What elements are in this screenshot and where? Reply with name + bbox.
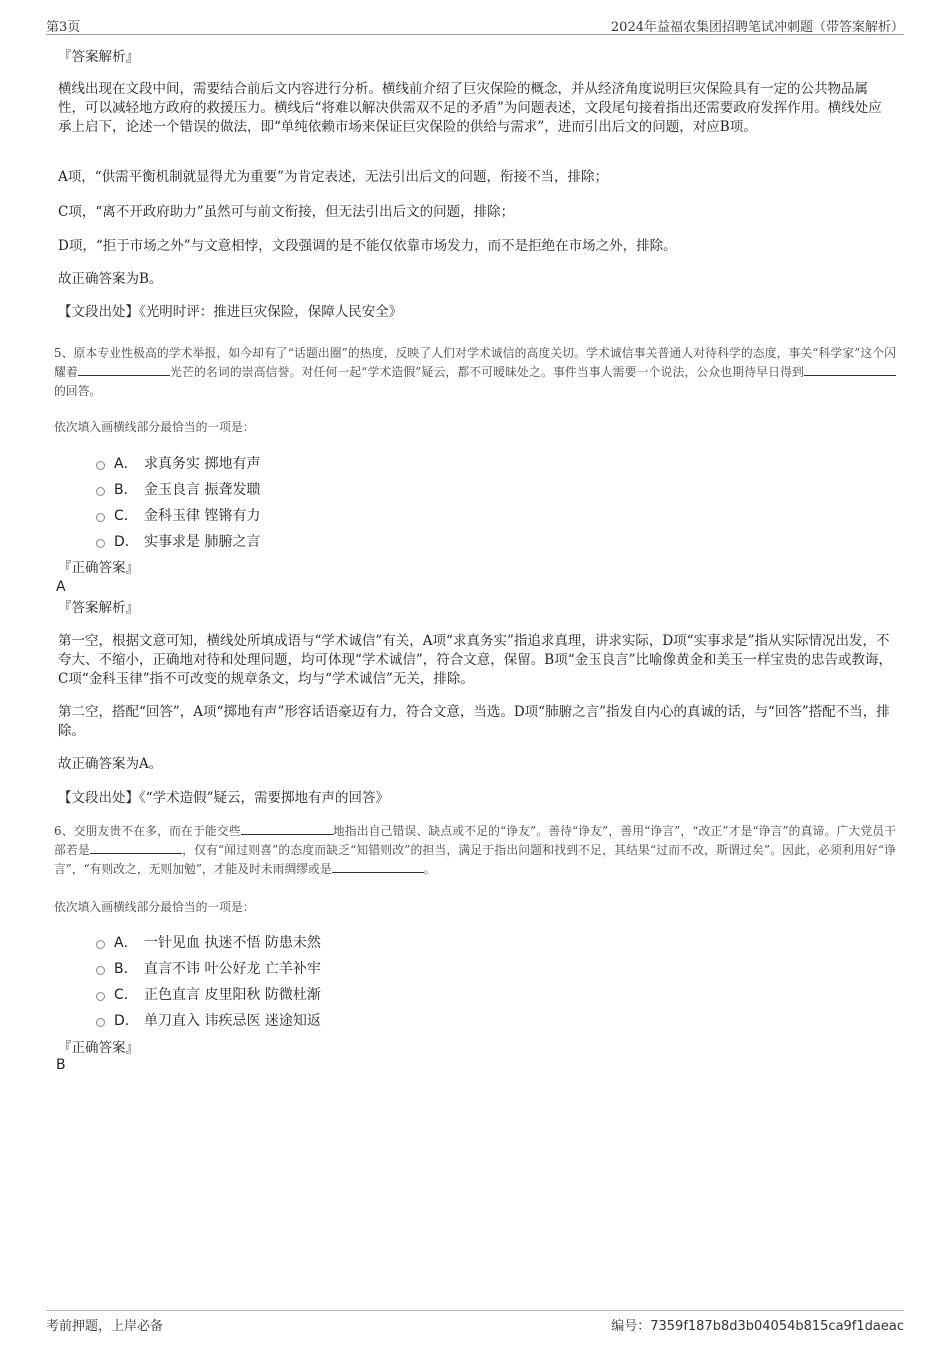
option-text: 金玉良言 振聋发聩	[144, 482, 261, 498]
option-d[interactable]	[96, 1007, 321, 1033]
stem-text: 。	[423, 862, 436, 876]
source-title: 《“学术造假”疑云，需要掷地有声的回答》	[139, 790, 390, 806]
option-text: 求真务实 掷地有声	[144, 456, 261, 472]
question-stem-5	[54, 344, 896, 401]
document-id: 编号：7359f187b8d3b04054b815ca9f1daeac	[611, 1319, 904, 1334]
analysis-label: 『答案解析』	[58, 600, 139, 616]
option-a[interactable]	[96, 929, 321, 955]
stem-text: 的回答。	[54, 384, 102, 398]
question-instruction: 依次填入画横线部分最恰当的一项是：	[54, 900, 255, 914]
options-list	[96, 450, 260, 554]
question-instruction: 依次填入画横线部分最恰当的一项是：	[54, 420, 255, 434]
page-number: 第3页	[46, 20, 81, 35]
analysis-paragraph: A项，“供需平衡机制就显得尤为重要”为肯定表述，无法引出后文的问题，衔接不当，排除；	[58, 169, 609, 185]
document-title: 2024年益福农集团招聘笔试冲刺题（带答案解析）	[610, 20, 904, 35]
radio-icon[interactable]	[96, 940, 105, 949]
option-c[interactable]	[96, 981, 321, 1007]
option-d[interactable]	[96, 528, 260, 554]
correct-answer: B	[56, 1057, 66, 1073]
page-footer	[46, 1310, 904, 1335]
radio-icon[interactable]	[96, 539, 105, 548]
source-line	[58, 789, 894, 808]
analysis-paragraph: 第一空，根据文意可知，横线处所填成语与“学术诚信”有关，A项“求真务实”指追求真理，讲求实际，D项“实事求是”指从实际情况出发，不夸大、不缩小，正确地对待和处理问题，均可体现“学术诚信”，符合文意，保留。B项“金玉良言”比喻像黄金和美玉一样宝贵的忠告或教诲，C项“金科玉律”指不可改变的规章条文，均与“学术诚信”无关，排除。	[58, 633, 893, 687]
correct-answer: A	[56, 579, 66, 595]
option-text: 实事求是 肺腑之言	[144, 534, 261, 550]
analysis-conclusion: 故正确答案为B。	[58, 271, 163, 287]
option-c[interactable]	[96, 502, 260, 528]
analysis-paragraph: D项，“拒于市场之外”与文意相悖，文段强调的是不能仅依靠市场发力，而不是拒绝在市场之外，排除。	[58, 238, 677, 254]
radio-icon[interactable]	[96, 966, 105, 975]
radio-icon[interactable]	[96, 487, 105, 496]
option-letter: C．	[114, 508, 138, 524]
option-text: 一针见血 执迷不悟 防患未然	[144, 935, 321, 951]
radio-icon[interactable]	[96, 513, 105, 522]
fill-blank	[90, 841, 182, 854]
page-header	[46, 14, 904, 35]
stem-text: ，仅有“闻过则喜”的态度而缺乏“知错则改”的担当，满足于指出问题和找到不足，其结果“过而不改，斯谓过矣”。因此，必须利用好“诤言”，“有则改之，无则加勉”，才能及时未雨绸缪或是	[54, 843, 896, 876]
analysis-conclusion: 故正确答案为A。	[58, 756, 163, 772]
footer-slogan: 考前押题，上岸必备	[46, 1319, 164, 1334]
option-letter: A．	[114, 935, 138, 951]
option-letter: A．	[114, 456, 138, 472]
question-stem-6	[54, 822, 896, 879]
correct-answer-label: 『正确答案』	[58, 560, 139, 576]
option-b[interactable]	[96, 476, 260, 502]
source-line	[58, 303, 894, 322]
source-title: 《光明时评：推进巨灾保险，保障人民安全》	[139, 304, 403, 320]
option-text: 单刀直入 讳疾忌医 迷途知返	[144, 1013, 321, 1029]
fill-blank	[78, 363, 170, 376]
option-letter: C．	[114, 987, 138, 1003]
analysis-paragraph: C项，“离不开政府助力”虽然可与前文衔接，但无法引出后文的问题，排除；	[58, 204, 515, 220]
stem-text: 地指出自己错误、缺点或不足的“诤友”。善待“诤友”，善用“诤言”，“改正”才是“诤言”的真谛。广大党员干部若是	[54, 824, 897, 857]
option-letter: B．	[114, 961, 138, 977]
analysis-label: 『答案解析』	[58, 49, 139, 65]
fill-blank	[241, 822, 333, 835]
stem-text: 光芒的名词的崇高信誉。对任何一起“学术造假”疑云，都不可暧昧处之。事件当事人需要一个说法，公众也期待早日得到	[169, 365, 804, 379]
fill-blank	[804, 363, 896, 376]
option-text: 正色直言 皮里阳秋 防微杜渐	[144, 987, 321, 1003]
radio-icon[interactable]	[96, 992, 105, 1001]
source-label: 【文段出处】	[58, 304, 139, 320]
fill-blank	[332, 860, 424, 873]
options-list	[96, 929, 321, 1033]
radio-icon[interactable]	[96, 1018, 105, 1027]
option-letter: B．	[114, 482, 138, 498]
option-letter: D．	[114, 1013, 139, 1029]
stem-text: 6、交朋友贵不在多，而在于能交些	[54, 824, 241, 838]
analysis-paragraph: 第二空，搭配“回答”，A项“掷地有声”形容话语豪迈有力，符合文意，当选。D项“肺腑之言”指发自内心的真诚的话，与“回答”搭配不当，排除。	[58, 704, 890, 739]
option-a[interactable]	[96, 450, 260, 476]
analysis-paragraph: 横线出现在文段中间，需要结合前后文内容进行分析。横线前介绍了巨灾保险的概念，并从经济角度说明巨灾保险具有一定的公共物品属性，可以减轻地方政府的救援压力。横线后“将难以解决供需双不足的矛盾”为问题表述，文段尾句接着指出还需要政府发挥作用。横线处应承上启下，论述一个错误的做法，即“单纯依赖市场来保证巨灾保险的供给与需求”，进而引出后文的问题，对应B项。	[58, 81, 882, 135]
option-letter: D．	[114, 534, 139, 550]
source-label: 【文段出处】	[58, 790, 139, 806]
stem-text: 5、原本专业性极高的学术举报，如今却有了“话题出圈”的热度，反映了人们对学术诚信的高度关切。学术诚信事关普通人对待科学的态度，事关“科学家”这个闪耀着	[54, 346, 896, 379]
option-b[interactable]	[96, 955, 321, 981]
radio-icon[interactable]	[96, 461, 105, 470]
option-text: 直言不讳 叶公好龙 亡羊补牢	[144, 961, 321, 977]
option-text: 金科玉律 铿锵有力	[144, 508, 261, 524]
correct-answer-label: 『正确答案』	[58, 1040, 139, 1056]
